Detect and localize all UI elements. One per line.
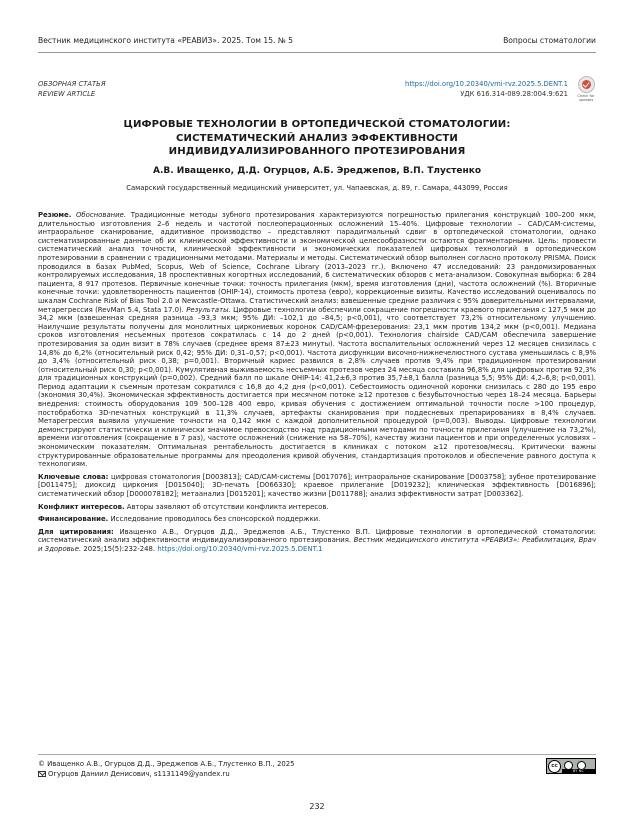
citation-journal: Вестник медицинского института «РЕАВИЗ»: Реабилитация, Врач и Здоровье. (38, 536, 596, 553)
journal-name: Вестник медицинского института «РЕАВИЗ». 2025. Том 15. № 5 (38, 36, 293, 45)
author-list: А.В. Иващенко, Д.Д. Огурцов, А.Б. Эреджепов, В.П. Тлустенко (152, 166, 482, 176)
check-for-updates-badge[interactable] (576, 76, 596, 102)
funding-text: Исследование проводилось без спонсорской поддержки. (110, 515, 321, 524)
abstract-text (38, 211, 596, 469)
citation-text: Иващенко А.В., Огурцов Д.Д., Эреджепов А.Б., Тлустенко В.П. Цифровые технологии в ортопедической стоматологии: систематический анализ эффективности индивидуализированного протезирования. (38, 527, 596, 545)
article-meta (38, 80, 596, 110)
citation-paragraph (38, 528, 596, 554)
article-type-ru: ОБЗОРНАЯ СТАТЬЯ (38, 80, 106, 88)
udc-code: УДК 616.314-089.28:004.9:621 (460, 90, 568, 98)
article-type-en: REVIEW ARTICLE (38, 90, 96, 98)
section-name: Вопросы стоматологии (503, 36, 596, 45)
citation-year: 2025;15(5):232-248. (83, 544, 156, 553)
copyright-line: © Иващенко А.В., Огурцов Д.Д., Эреджепов А.Б., Тлустенко В.П., 2025 (38, 760, 295, 768)
article-title (60, 118, 574, 159)
running-header (38, 36, 596, 50)
affiliation: Самарский государственный медицинский университет, ул. Чапаевская, д. 89, г. Самара, 443099, Россия (126, 184, 508, 192)
license-strip: BY NC (562, 769, 595, 773)
results-label: Результаты. (186, 305, 231, 314)
background-text: Традиционные методы зубного протезирования характеризуются погрешностью прилегания конструкций 100–200 мкм, длительностью изготовления 2–6 недель и частотой послеоперационных осложнений 15–40%. Цифровые технологии – CAD/CAM-системы, интраоральное сканирование, аддитивное производство – представляют парадигмальный сдвиг в ортопедической стоматологии, однако систематизированные данные об их клинической эффективности и экономической целесообразности остаются фрагментарными. Цель: провести систематический анализ точности, клинической эффективности и экономических показателей цифровых технологий в ортопедическом протезировании в сравнении с традиционными методами. Материалы и методы. Систематический обзор выполнен согласно протоколу PRISMA. Поиск проводился в базах PubMed, Scopus, Web of Science, Cochrane Library (2013–2023 гг.). Включено 47 исследований: 23 рандомизированных контролируемых исследования, 18 проспективных когортных исследований, 6 систематических обзоров с мета-анализом. Совокупная выборка: 6 284 пациента, 8 917 протезов. Первичные конечные точки: точность прилегания (мкм), время изготовления (дни), частота осложнений (%). Вторичные конечные точки: удовлетворенность пациентов (OHIP-14), стоимость протеза (евро), коррекционные визиты. Качество исследований оценивалось по шкалам Cochrane Risk of Bias Tool 2.0 и Newcastle-Ottawa. Статистический анализ: взвешенные средние различия с 95% доверительными интервалами, метарегрессия (RevMan 5.4, Stata 17.0). (38, 211, 596, 314)
conflict-label: Конфликт интересов. (38, 502, 125, 511)
conflict-paragraph (38, 503, 596, 512)
title-line: СИСТЕМАТИЧЕСКИЙ АНАЛИЗ ЭФФЕКТИВНОСТИ (176, 132, 458, 144)
doi-link[interactable]: https://doi.org/10.20340/vmi-rvz.2025.5.DENT.1 (405, 80, 568, 88)
background-label: Обоснование. (75, 211, 127, 219)
envelope-icon (38, 771, 46, 777)
title-line: ЦИФРОВЫЕ ТЕХНОЛОГИИ В ОРТОПЕДИЧЕСКОЙ СТОМАТОЛОГИИ: (123, 119, 511, 130)
contact-line (38, 769, 295, 779)
keywords-paragraph (38, 473, 596, 499)
keywords-label: Ключевые слова: (38, 472, 109, 481)
funding-paragraph (38, 515, 596, 524)
check-for-updates-label: Check for updates (577, 94, 595, 102)
footer-info (38, 759, 295, 779)
title-line: ИНДИВИДУАЛИЗИРОВАННОГО ПРОТЕЗИРОВАНИЯ (168, 146, 466, 158)
header-divider (38, 52, 596, 53)
funding-label: Финансирование. (38, 515, 109, 524)
keywords-text: цифровая стоматология [D003813]; CAD/CAM-системы [D017076]; интраоральное сканирование [D003758]; зубное протезирование [D011475]; диоксид циркония [D015040]; 3D-печать [D066330]; краевое прилегание [D019232]; клиническая эффективность [D016896]; систематический обзор [D000078182]; метаанализ [D015201]; качество жизни [D011788]; анализ эффективности затрат [D003362]. (38, 472, 596, 498)
results-text: Цифровые технологии обеспечили сокращение погрешности краевого прилегания с 127,5 мкм до 34,2 мкм (взвешенная средняя разница –93,3 мкм; 95% ДИ: –102,1 до –84,5; p<0,001), что соответствует 73,2% относительному улучшению. Наилучшие результаты получены для монолитных циркониевых коронок CAD/CAM-фрезерования: 23,1 мкм против 134,2 мкм (p<0,001). Медиана сроков изготовления несъемных протезов сократилась с 14 до 2 дней (p<0,001). Технология chairside CAD/CAM обеспечила завершение протезирования за один визит в 78% случаев (среднее время 87±23 минуты). Частота воспалительных осложнений через 12 месяцев снизилась с 14,8% до 6,2% (относительный риск 0,42; 95% ДИ: 0,31–0,57; p<0,001). Частота дисфункции височно-нижнечелюстного сустава уменьшилась с 8,9% до 3,4% (относительный риск 0,38; p=0,001). Вторичный кариес развился в 2,8% случаев против 9,4% при традиционном протезировании (относительный риск 0,30; p<0,001). Кумулятивная выживаемость несъемных протезов через 24 месяца составила 96,8% для цифровых против 92,3% для традиционных конструкций (p=0,002). Средний балл по шкале OHIP-14: 41,2±6,3 против 35,7±8,1 балла (разница 5,5; 95% ДИ: 4,2–6,8; p<0,001). Период адаптации к съемным протезам сократился с 16,8 до 4,2 дня (p<0,001). Себестоимость одиночной коронки снизилась с 280 до 195 евро (экономия 30,4%). Экономическая эффективность достигается при месячном потоке ≥12 протезов с безубыточностью через 18–24 месяца. Барьеры внедрения: стоимость оборудования 109 500–128 400 евро, кривая обучения с достижением оптимальной точности после >100 процедур, постобработка 3D-печатных конструкций в 11,3% случаев, артефакты сканирования при поддесневых препарированиях в 8,4% случаев. Метарегрессия выявила улучшение точности на 0,142 мкм с каждой дополнительной процедурой (p=0,003). Выводы. Цифровые технологии демонстрируют статистически и клинически значимое превосходство над традиционными методами по точности прилегания (улучшение на 73,2%), времени изготовления (сокращение в 7 раз), частоте осложнений (снижение на 58–70%), качеству жизни пациентов и при определенных условиях – экономическим показателям. Оптимальная рентабельность достигается в клиниках с потоком ≥12 протезов/месяц. Критически важны структурированные образовательные программы для преодоления кривой обучения, стандартизация протоколов и обеспечение равного доступа к технологиям. (38, 305, 596, 469)
contact-text[interactable]: Огурцов Даниил Денисович, s1131149@yandex.ru (48, 770, 230, 778)
cc-logo-icon: cc (548, 760, 561, 773)
abstract-block (38, 211, 596, 558)
page-number: 232 (309, 802, 325, 811)
citation-label: Для цитирования: (38, 527, 114, 536)
abstract-label: Резюме. (38, 211, 72, 219)
footer-divider (38, 754, 596, 755)
citation-doi-link[interactable]: https://doi.org/10.20340/vmi-rvz.2025.5.DENT.1 (157, 544, 323, 553)
cc-license-badge[interactable] (546, 758, 596, 774)
conflict-text: Авторы заявляют об отсутствии конфликта интересов. (126, 502, 329, 511)
check-for-updates-icon (578, 76, 595, 93)
